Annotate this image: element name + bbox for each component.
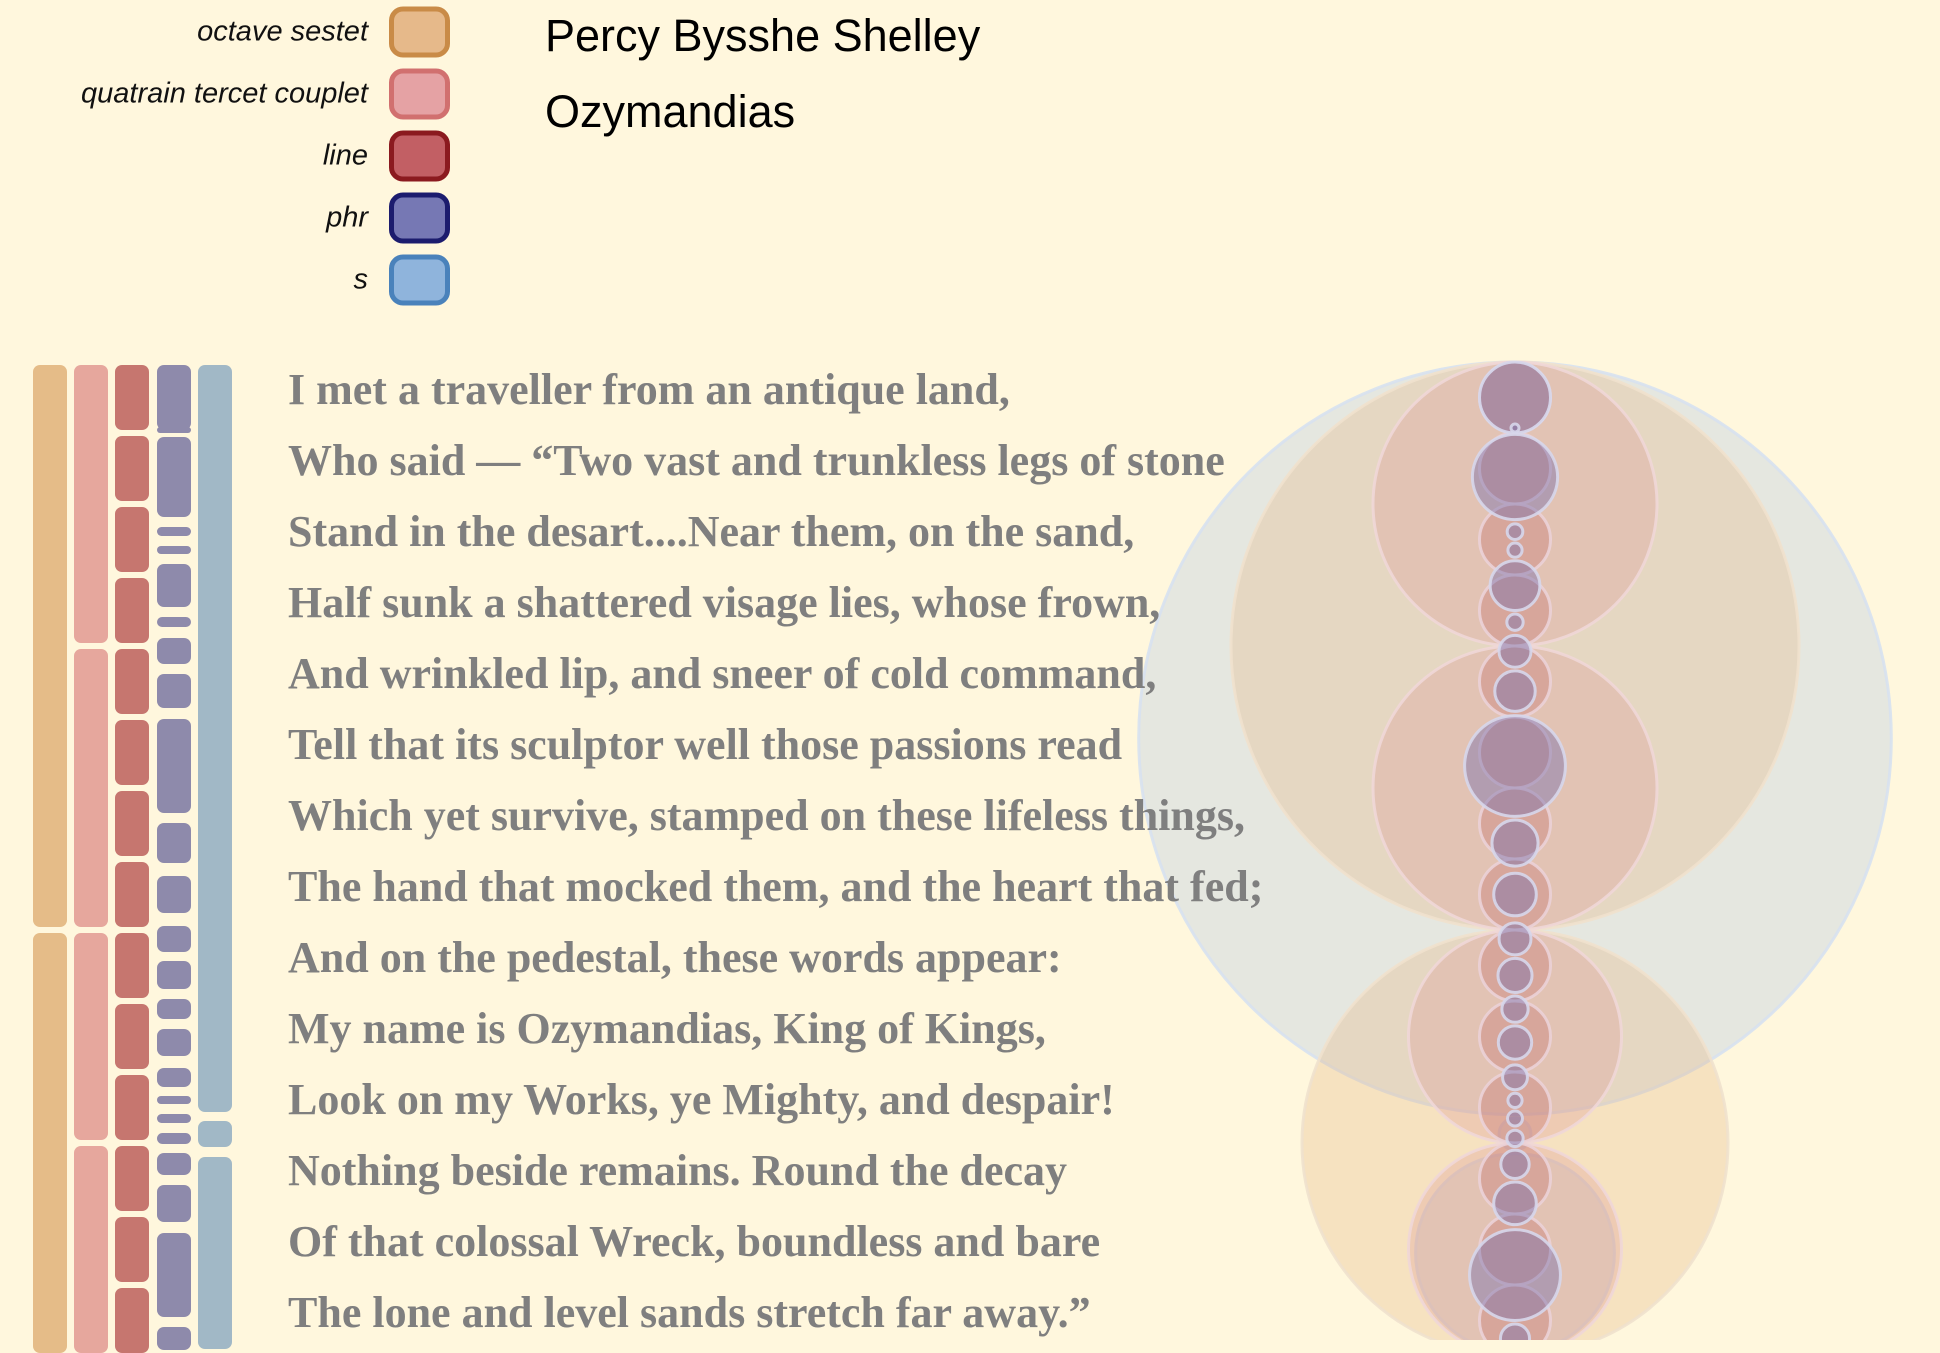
- poem-line: Half sunk a shattered visage lies, whose frown,: [288, 578, 1161, 627]
- circle-phr: [1500, 1324, 1529, 1340]
- circle-phr: [1502, 996, 1528, 1022]
- poem-line: And wrinkled lip, and sneer of cold command,: [288, 649, 1157, 698]
- legend-label: quatrain tercet couplet: [81, 77, 368, 110]
- poem-line: Tell that its sculptor well those passions read: [288, 720, 1123, 769]
- poem-line: My name is Ozymandias, King of Kings,: [288, 1004, 1046, 1053]
- circle-phr: [1501, 1150, 1529, 1178]
- circle-phr: [1480, 362, 1551, 433]
- circle-phr: [1507, 614, 1523, 630]
- circle-phr: [1465, 716, 1566, 817]
- circle-phr: [1499, 635, 1531, 667]
- poem-line: And on the pedestal, these words appear:: [288, 933, 1062, 982]
- poem-line: Which yet survive, stamped on these lifeless things,: [288, 791, 1245, 840]
- poem-line: The lone and level sands stretch far away.”: [288, 1288, 1091, 1337]
- legend-label: line: [322, 139, 368, 172]
- poem-line: Stand in the desart....Near them, on the sand,: [288, 507, 1135, 556]
- poem-line: Look on my Works, ye Mighty, and despair!: [288, 1075, 1115, 1124]
- circle-phr: [1472, 434, 1557, 519]
- circle-phr: [1494, 873, 1537, 916]
- circle-phr: [1494, 1182, 1537, 1225]
- circle-phr: [1492, 820, 1538, 866]
- circle-phr: [1508, 543, 1522, 557]
- circle-phr: [1511, 424, 1519, 432]
- circle-phr: [1503, 1065, 1528, 1090]
- circle-phr: [1470, 1230, 1561, 1321]
- circle-phr: [1507, 1130, 1523, 1146]
- poem-line: Of that colossal Wreck, boundless and bare: [288, 1217, 1101, 1266]
- circle-phr: [1508, 1111, 1523, 1126]
- legend-label: octave sestet: [197, 15, 368, 48]
- circle-phr: [1495, 671, 1535, 711]
- legend-label: phr: [326, 201, 368, 234]
- circle-phr: [1498, 958, 1532, 992]
- poem-title: Ozymandias: [545, 86, 796, 137]
- circle-phr: [1508, 1093, 1522, 1107]
- circle-phr: [1490, 561, 1540, 611]
- poem-line: Who said — “Two vast and trunkless legs of stone: [288, 436, 1225, 485]
- circle-phr: [1498, 1026, 1531, 1059]
- poem-line: I met a traveller from an antique land,: [288, 365, 1010, 414]
- circle-phr: [1499, 923, 1531, 955]
- poem-line: The hand that mocked them, and the heart that fed;: [288, 862, 1264, 911]
- author-name: Percy Bysshe Shelley: [545, 10, 981, 61]
- poem-line: Nothing beside remains. Round the decay: [288, 1146, 1068, 1195]
- circle-phr: [1507, 524, 1523, 540]
- legend-label: s: [353, 263, 368, 296]
